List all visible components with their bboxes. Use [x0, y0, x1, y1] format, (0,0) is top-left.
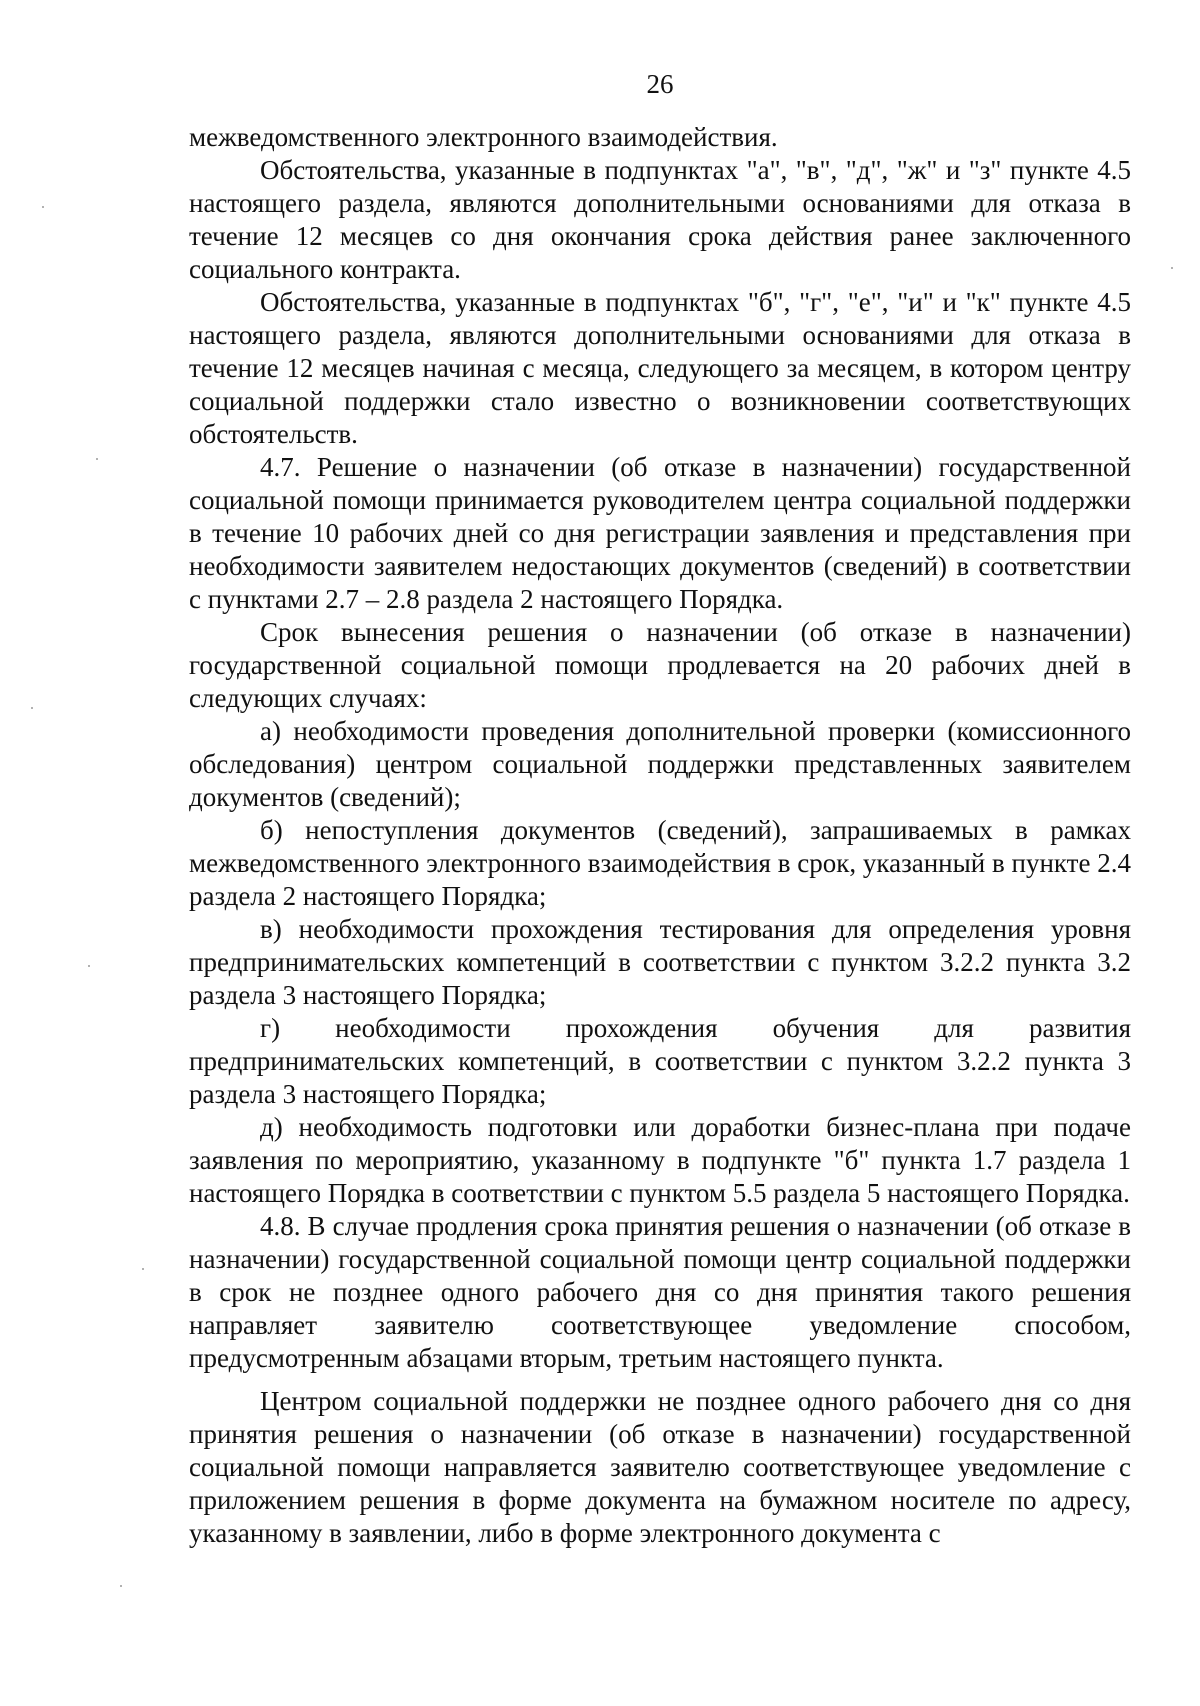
paragraph-circumstances-a: Обстоятельства, указанные в подпунктах "а", "в", "д", "ж" и "з" пункте 4.5 настоящего раздела, являются дополнительными основаниями для отказа в течение 12 месяцев со дня окончания срока действия ранее заключенного социального контракта. — [189, 155, 1131, 284]
list-item-d: д) необходимость подготовки или доработки бизнес-плана при подаче заявления по мероприятию, указанному в подпункте "б" пункта 1.7 раздела 1 настоящего Порядка в соответствии с пунктом 5.5 раздела 5 настоящего Порядка. — [189, 1112, 1131, 1208]
list-item-a: а) необходимости проведения дополнительной проверки (комиссионного обследования) центром социальной поддержки представленных заявителем документов (сведений); — [189, 716, 1131, 812]
list-item-g: г) необходимости прохождения обучения для развития предпринимательских компетенций, в соответствии с пунктом 3.2.2 пункта 3 раздела 3 настоящего Порядка; — [189, 1013, 1131, 1109]
scan-speck — [42, 206, 44, 208]
document-body — [189, 121, 1131, 1550]
paragraph-extension-term: Срок вынесения решения о назначении (об отказе в назначении) государственной социальной помощи продлевается на 20 рабочих дней в следующих случаях: — [189, 617, 1131, 713]
scan-speck — [96, 458, 98, 460]
scan-speck — [120, 1585, 122, 1587]
paragraph-circumstances-b: Обстоятельства, указанные в подпунктах "б", "г", "е", "и" и "к" пункте 4.5 настоящего раздела, являются дополнительными основаниями для отказа в течение 12 месяцев начиная с месяца, следующего за месяцем, в котором центру социальной поддержки стало известно о возникновении соответствующих обстоятельств. — [189, 287, 1131, 449]
scan-speck — [142, 1268, 144, 1270]
scan-speck — [31, 707, 33, 709]
list-item-b: б) непоступления документов (сведений), запрашиваемых в рамках межведомственного электронного взаимодействия в срок, указанный в пункте 2.4 раздела 2 настоящего Порядка; — [189, 815, 1131, 911]
paragraph-4-8: 4.8. В случае продления срока принятия решения о назначении (об отказе в назначении) государственной социальной помощи центр социальной поддержки в срок не позднее одного рабочего дня со дня принятия такого решения направляет заявителю соответствующее уведомление способом, предусмотренным абзацами вторым, третьим настоящего пункта. — [189, 1211, 1131, 1373]
scan-speck — [88, 965, 90, 967]
paragraph-continuation: межведомственного электронного взаимодействия. — [189, 122, 778, 152]
list-item-v: в) необходимости прохождения тестирования для определения уровня предпринимательских компетенций в соответствии с пунктом 3.2.2 пункта 3.2 раздела 3 настоящего Порядка; — [189, 914, 1131, 1010]
paragraph-notification: Центром социальной поддержки не позднее одного рабочего дня со дня принятия решения о назначении (об отказе в назначении) государственной социальной помощи направляется заявителю соответствующее уведомление с приложением решения в форме документа на бумажном носителе по адресу, указанному в заявлении, либо в форме электронного документа с — [189, 1386, 1131, 1548]
paragraph-4-7: 4.7. Решение о назначении (об отказе в назначении) государственной социальной помощи принимается руководителем центра социальной поддержки в течение 10 рабочих дней со дня регистрации заявления и представления при необходимости заявителем недостающих документов (сведений) в соответствии с пунктами 2.7 – 2.8 раздела 2 настоящего Порядка. — [189, 452, 1131, 614]
page-number: 26 — [646, 69, 674, 99]
scan-speck — [1171, 267, 1173, 269]
